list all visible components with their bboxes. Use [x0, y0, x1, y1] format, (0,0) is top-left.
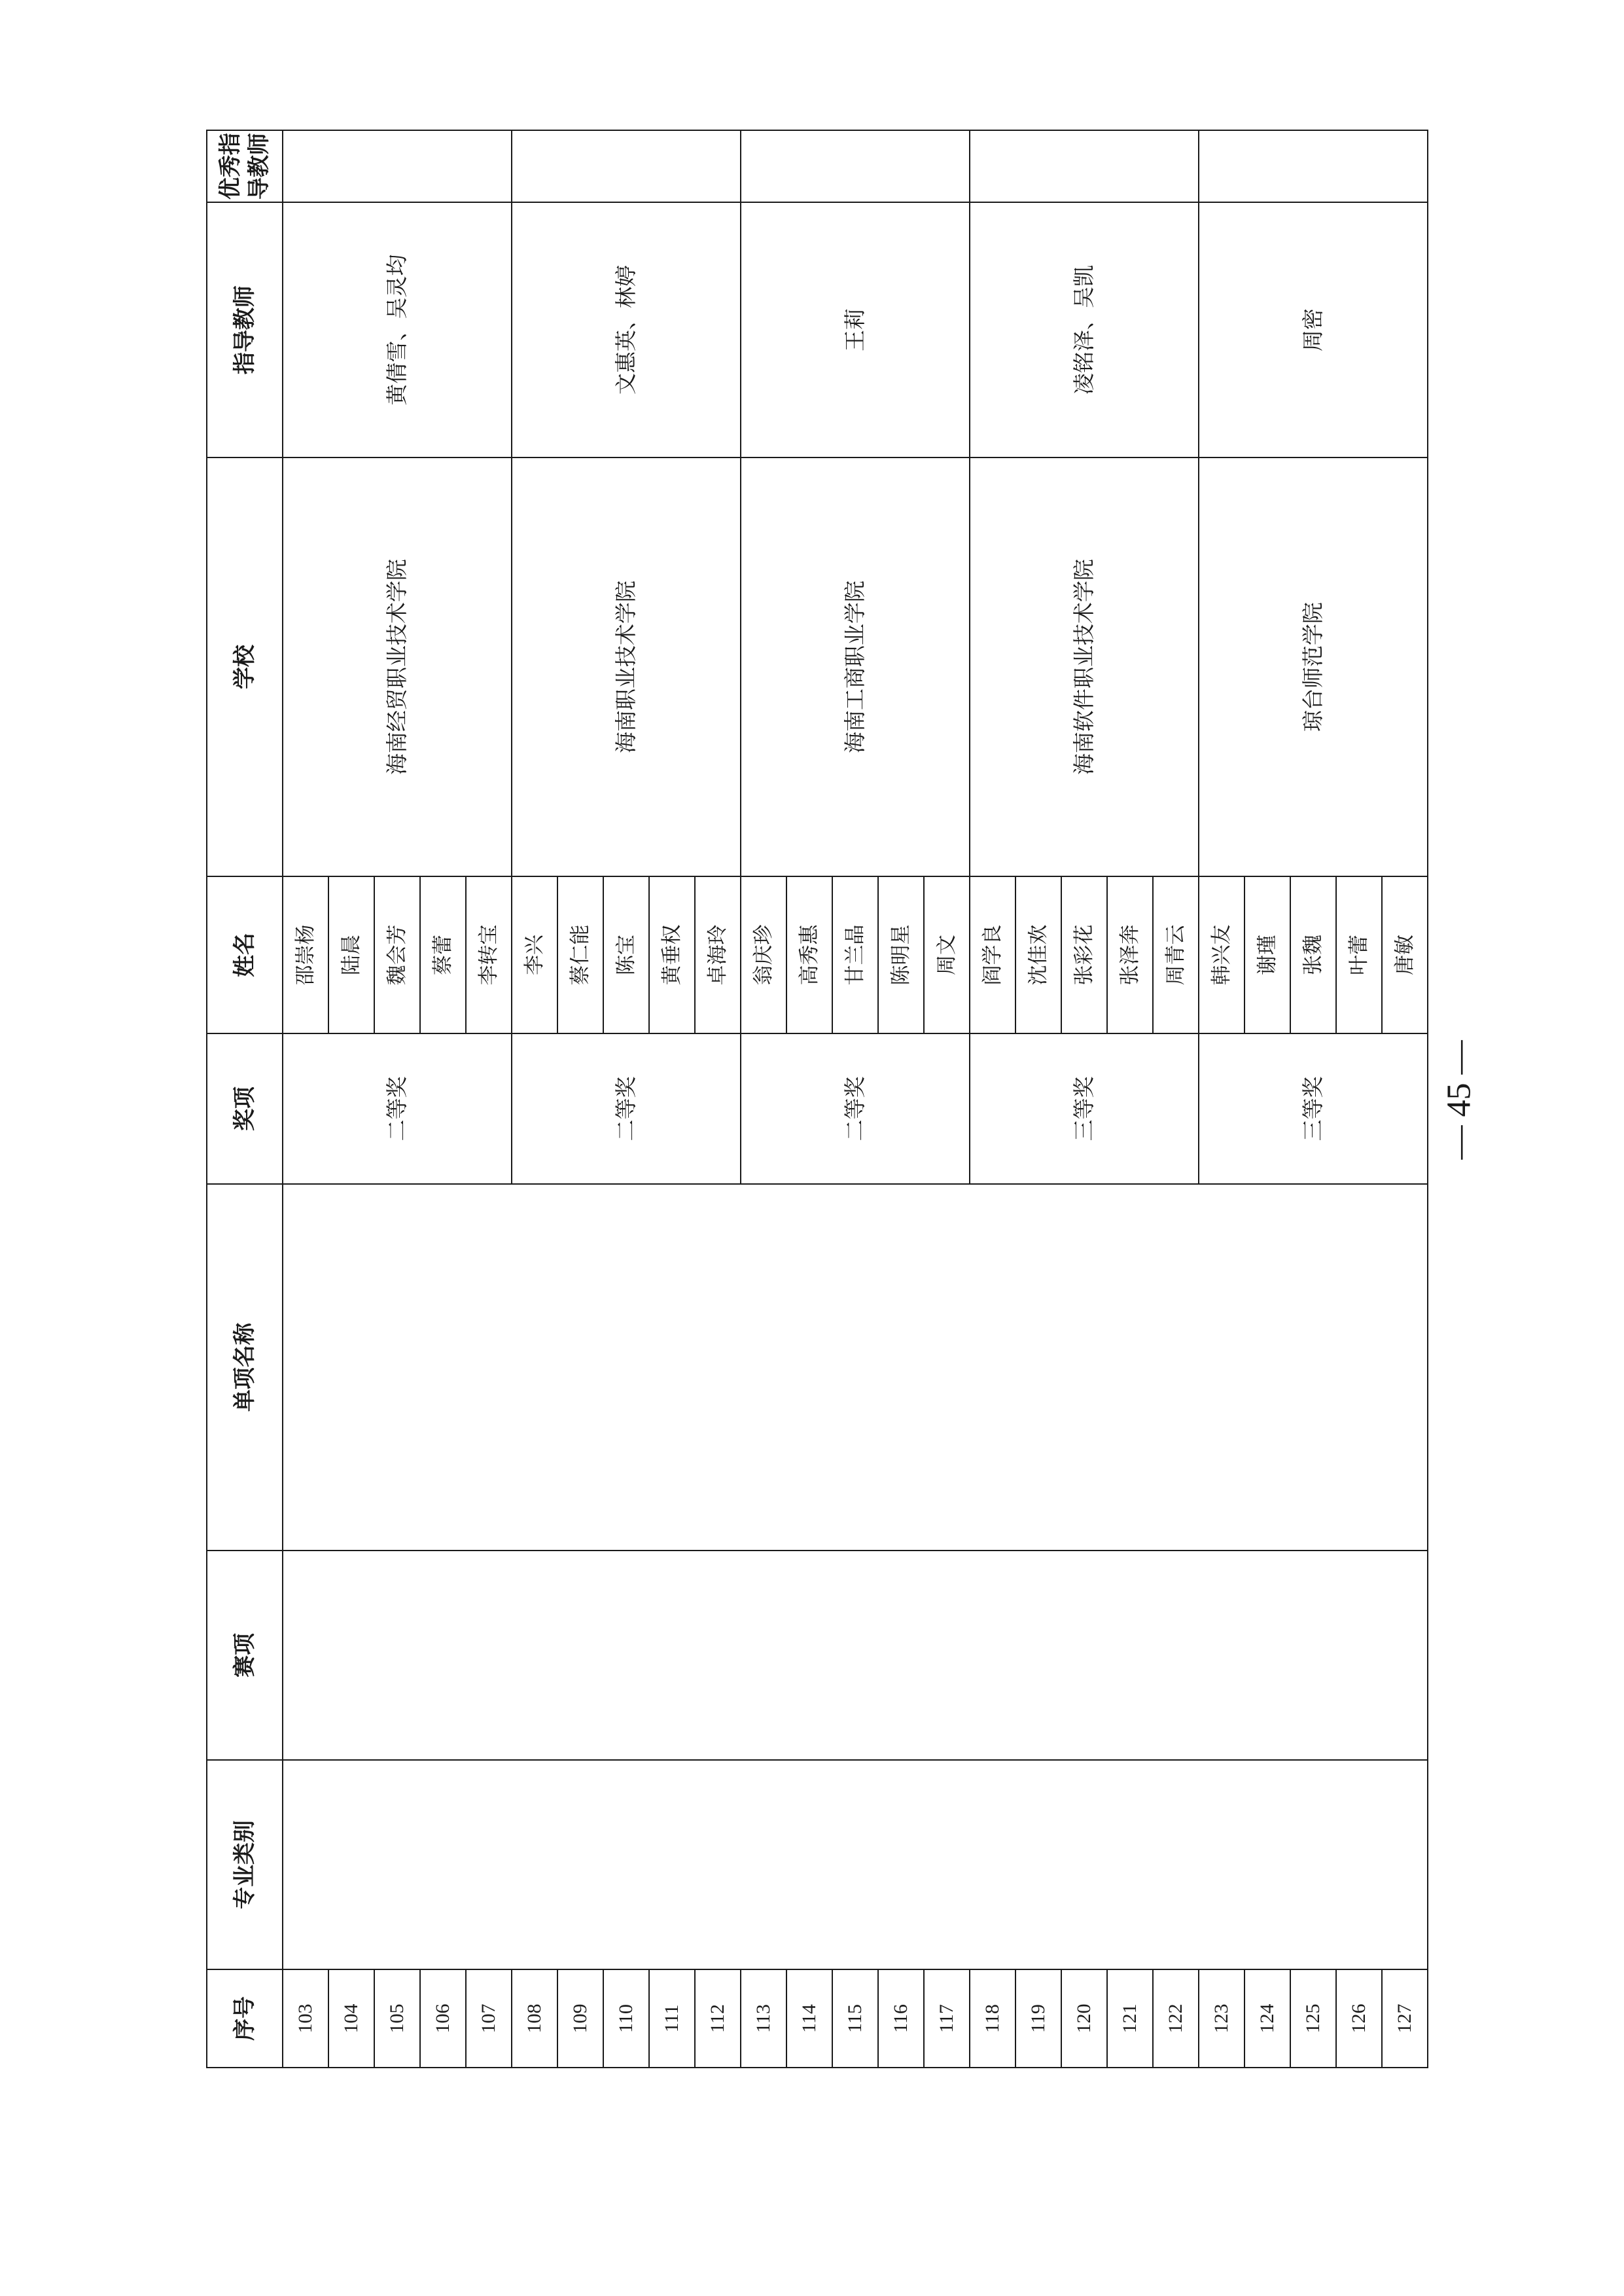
- cell-seq: 108: [512, 1969, 557, 2068]
- page-number-text: — 45 —: [1440, 1040, 1478, 1159]
- cell-teacher: 文惠英、林婷: [512, 202, 741, 457]
- cell-award: 二等奖: [512, 1033, 741, 1184]
- cell-seq: 117: [924, 1969, 970, 2068]
- header-award: 奖项: [207, 1033, 283, 1184]
- cell-school: 海南软件职业技术学院: [970, 457, 1199, 876]
- cell-seq: 118: [970, 1969, 1015, 2068]
- cell-school: 琼台师范学院: [1199, 457, 1428, 876]
- header-excellent: 优秀指导教师: [207, 130, 283, 202]
- cell-award: 二等奖: [741, 1033, 970, 1184]
- cell-seq: 106: [420, 1969, 466, 2068]
- cell-name: 陈明星: [878, 876, 924, 1033]
- cell-seq: 112: [695, 1969, 741, 2068]
- cell-teacher: 黄倩雪、吴灵均: [283, 202, 512, 457]
- cell-seq: 121: [1107, 1969, 1153, 2068]
- header-school: 学校: [207, 457, 283, 876]
- cell-seq: 114: [786, 1969, 832, 2068]
- cell-award: 二等奖: [283, 1033, 512, 1184]
- cell-name: 李转宝: [466, 876, 512, 1033]
- cell-name: 陆晨: [328, 876, 374, 1033]
- cell-seq: 105: [374, 1969, 420, 2068]
- header-single: 单项名称: [207, 1184, 283, 1551]
- cell-teacher: 周密: [1199, 202, 1428, 457]
- cell-excellent: [970, 130, 1199, 202]
- cell-teacher: 凌铭泽、吴凯: [970, 202, 1199, 457]
- cell-name: 谢瑾: [1244, 876, 1290, 1033]
- cell-seq: 110: [603, 1969, 649, 2068]
- cell-name: 蔡蕾: [420, 876, 466, 1033]
- cell-seq: 109: [557, 1969, 603, 2068]
- cell-name: 周文: [924, 876, 970, 1033]
- cell-excellent: [741, 130, 970, 202]
- cell-name: 沈佳欢: [1015, 876, 1061, 1033]
- cell-school: 海南职业技术学院: [512, 457, 741, 876]
- cell-name: 叶蕾: [1336, 876, 1382, 1033]
- cell-name: 陈宝: [603, 876, 649, 1033]
- cell-name: 张泽奔: [1107, 876, 1153, 1033]
- cell-name: 阎学良: [970, 876, 1015, 1033]
- cell-name: 张彩花: [1061, 876, 1107, 1033]
- table-row: [283, 130, 328, 2068]
- cell-award: 三等奖: [1199, 1033, 1428, 1184]
- cell-seq: 115: [832, 1969, 878, 2068]
- cell-single: [283, 1184, 1428, 1551]
- cell-name: 蔡仁能: [557, 876, 603, 1033]
- cell-seq: 124: [1244, 1969, 1290, 2068]
- cell-seq: 119: [1015, 1969, 1061, 2068]
- cell-name: 卓海玲: [695, 876, 741, 1033]
- cell-event: [283, 1551, 1428, 1760]
- cell-seq: 113: [741, 1969, 786, 2068]
- cell-seq: 120: [1061, 1969, 1107, 2068]
- cell-name: 李兴: [512, 876, 557, 1033]
- cell-name: 魏会芳: [374, 876, 420, 1033]
- cell-seq: 123: [1199, 1969, 1244, 2068]
- cell-name: 张魏: [1290, 876, 1336, 1033]
- rotated-table-wrapper: [206, 131, 1417, 2068]
- award-table: [206, 130, 1428, 2068]
- cell-seq: 103: [283, 1969, 328, 2068]
- header-name: 姓名: [207, 876, 283, 1033]
- cell-name: 唐敏: [1382, 876, 1428, 1033]
- cell-seq: 125: [1290, 1969, 1336, 2068]
- header-seq: 序号: [207, 1969, 283, 2068]
- table-body: [283, 130, 1428, 2068]
- cell-name: 黄垂权: [649, 876, 695, 1033]
- header-teacher: 指导教师: [207, 202, 283, 457]
- cell-seq: 104: [328, 1969, 374, 2068]
- cell-name: 翁庆珍: [741, 876, 786, 1033]
- header-event: 赛项: [207, 1551, 283, 1760]
- cell-name: 甘兰晶: [832, 876, 878, 1033]
- cell-award: 三等奖: [970, 1033, 1199, 1184]
- header-category: 专业类别: [207, 1760, 283, 1969]
- cell-name: 邵崇杨: [283, 876, 328, 1033]
- cell-name: 周青云: [1153, 876, 1199, 1033]
- cell-name: 韩兴友: [1199, 876, 1244, 1033]
- table-header: [207, 130, 283, 2068]
- cell-school: 海南经贸职业技术学院: [283, 457, 512, 876]
- cell-name: 高秀惠: [786, 876, 832, 1033]
- cell-seq: 122: [1153, 1969, 1199, 2068]
- cell-school: 海南工商职业学院: [741, 457, 970, 876]
- cell-excellent: [1199, 130, 1428, 202]
- cell-seq: 111: [649, 1969, 695, 2068]
- page-number: [1433, 1001, 1485, 1198]
- cell-category: [283, 1760, 1428, 1969]
- cell-seq: 126: [1336, 1969, 1382, 2068]
- cell-excellent: [283, 130, 512, 202]
- cell-seq: 127: [1382, 1969, 1428, 2068]
- cell-seq: 116: [878, 1969, 924, 2068]
- cell-seq: 107: [466, 1969, 512, 2068]
- cell-teacher: 王莉: [741, 202, 970, 457]
- cell-excellent: [512, 130, 741, 202]
